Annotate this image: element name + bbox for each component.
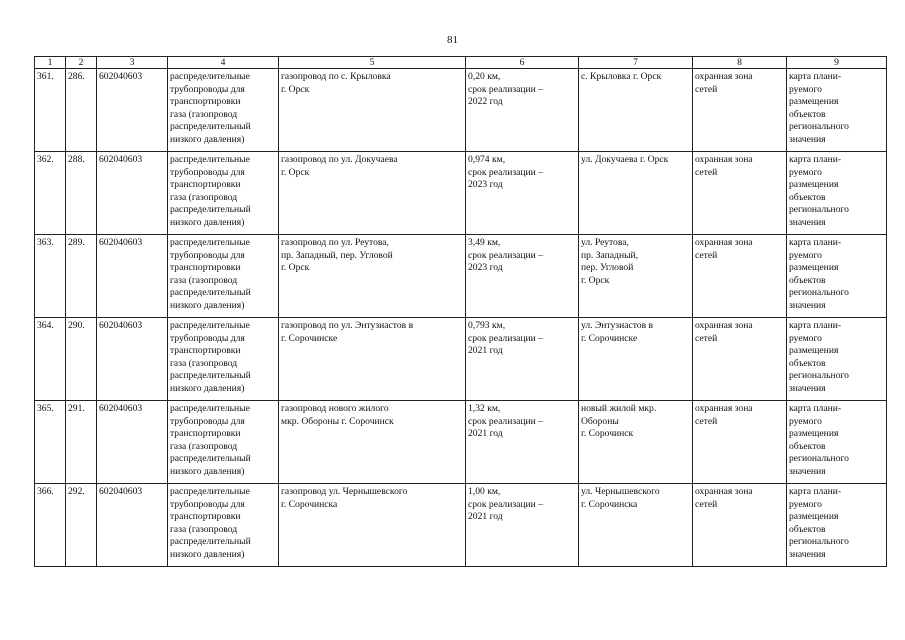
object-location: с. Крыловка г. Орск: [579, 69, 693, 152]
object-location: ул. Докучаева г. Орск: [579, 152, 693, 235]
zone-type: охранная зона сетей: [693, 401, 787, 484]
map-reference: карта плани- руемого размещения объектов регионального значения: [787, 235, 887, 318]
table-row: [35, 484, 887, 567]
source-number: 290.: [66, 318, 97, 401]
object-code: 602040603: [97, 235, 168, 318]
object-characteristics: 3,49 км, срок реализации – 2023 год: [466, 235, 579, 318]
row-number: 364.: [35, 318, 66, 401]
object-name: газопровод по ул. Реутова, пр. Западный, пер. Угловой г. Орск: [279, 235, 466, 318]
row-number: 365.: [35, 401, 66, 484]
column-header: 8: [693, 57, 787, 69]
object-name: газопровод нового жилого мкр. Обороны г. Сорочинск: [279, 401, 466, 484]
object-location: новый жилой мкр. Обороны г. Сорочинск: [579, 401, 693, 484]
map-reference: карта плани- руемого размещения объектов регионального значения: [787, 484, 887, 567]
object-location: ул. Чернышевского г. Сорочинска: [579, 484, 693, 567]
object-location: ул. Энтузиастов в г. Сорочинске: [579, 318, 693, 401]
object-type: распределительные трубопроводы для транспортировки газа (газопровод распределительный низкого давления): [168, 484, 279, 567]
object-characteristics: 1,32 км, срок реализации – 2021 год: [466, 401, 579, 484]
object-code: 602040603: [97, 318, 168, 401]
column-header: 6: [466, 57, 579, 69]
table-header: [35, 57, 887, 69]
zone-type: охранная зона сетей: [693, 235, 787, 318]
column-header: 9: [787, 57, 887, 69]
object-type: распределительные трубопроводы для транспортировки газа (газопровод распределительный низкого давления): [168, 235, 279, 318]
table-row: [35, 235, 887, 318]
object-type: распределительные трубопроводы для транспортировки газа (газопровод распределительный низкого давления): [168, 152, 279, 235]
row-number: 363.: [35, 235, 66, 318]
column-header: 4: [168, 57, 279, 69]
object-characteristics: 0,20 км, срок реализации – 2022 год: [466, 69, 579, 152]
column-header: 5: [279, 57, 466, 69]
object-code: 602040603: [97, 401, 168, 484]
map-reference: карта плани- руемого размещения объектов регионального значения: [787, 401, 887, 484]
column-header: 3: [97, 57, 168, 69]
source-number: 288.: [66, 152, 97, 235]
source-number: 291.: [66, 401, 97, 484]
object-type: распределительные трубопроводы для транспортировки газа (газопровод распределительный низкого давления): [168, 69, 279, 152]
source-number: 292.: [66, 484, 97, 567]
object-name: газопровод по с. Крыловка г. Орск: [279, 69, 466, 152]
source-number: 286.: [66, 69, 97, 152]
header-row: [35, 57, 887, 69]
object-code: 602040603: [97, 152, 168, 235]
object-characteristics: 0,974 км, срок реализации – 2023 год: [466, 152, 579, 235]
object-code: 602040603: [97, 69, 168, 152]
object-name: газопровод по ул. Докучаева г. Орск: [279, 152, 466, 235]
table-row: [35, 69, 887, 152]
column-header: 1: [35, 57, 66, 69]
row-number: 362.: [35, 152, 66, 235]
objects-table: [34, 56, 887, 567]
row-number: 366.: [35, 484, 66, 567]
object-characteristics: 0,793 км, срок реализации – 2021 год: [466, 318, 579, 401]
map-reference: карта плани- руемого размещения объектов регионального значения: [787, 152, 887, 235]
table-row: [35, 401, 887, 484]
object-type: распределительные трубопроводы для транспортировки газа (газопровод распределительный низкого давления): [168, 401, 279, 484]
source-number: 289.: [66, 235, 97, 318]
object-characteristics: 1,00 км, срок реализации – 2021 год: [466, 484, 579, 567]
table-row: [35, 152, 887, 235]
column-header: 7: [579, 57, 693, 69]
zone-type: охранная зона сетей: [693, 318, 787, 401]
object-type: распределительные трубопроводы для транспортировки газа (газопровод распределительный низкого давления): [168, 318, 279, 401]
object-name: газопровод по ул. Энтузиастов в г. Сорочинске: [279, 318, 466, 401]
column-header: 2: [66, 57, 97, 69]
row-number: 361.: [35, 69, 66, 152]
object-location: ул. Реутова, пр. Западный, пер. Угловой г. Орск: [579, 235, 693, 318]
object-name: газопровод ул. Чернышевского г. Сорочинска: [279, 484, 466, 567]
zone-type: охранная зона сетей: [693, 152, 787, 235]
table-body: [35, 69, 887, 567]
zone-type: охранная зона сетей: [693, 484, 787, 567]
page-number: 81: [447, 34, 458, 46]
table-row: [35, 318, 887, 401]
map-reference: карта плани- руемого размещения объектов регионального значения: [787, 69, 887, 152]
object-code: 602040603: [97, 484, 168, 567]
map-reference: карта плани- руемого размещения объектов регионального значения: [787, 318, 887, 401]
zone-type: охранная зона сетей: [693, 69, 787, 152]
